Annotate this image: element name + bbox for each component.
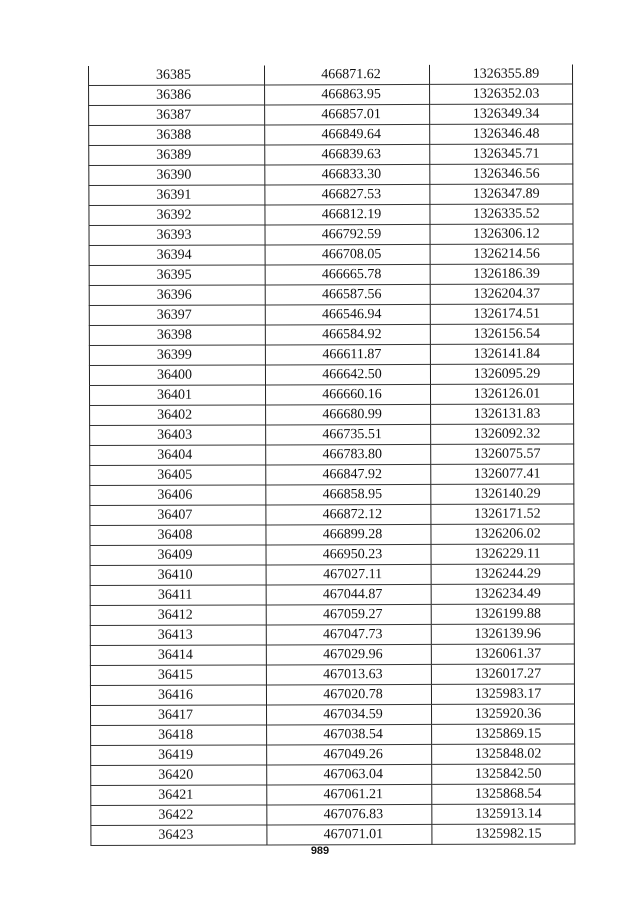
point-id-cell: 36404: [90, 445, 266, 466]
coordinate-table-container: [88, 64, 574, 846]
table-row: [89, 244, 573, 266]
point-id-cell: 36403: [90, 425, 266, 446]
x-coordinate-cell: 466708.05: [265, 244, 430, 265]
table-row: [91, 744, 575, 766]
coordinate-table-body: [89, 64, 575, 845]
y-coordinate-cell: 1326234.49: [431, 584, 574, 604]
table-row: [89, 64, 573, 85]
x-coordinate-cell: 467020.78: [266, 684, 431, 705]
x-coordinate-cell: 466871.62: [264, 65, 429, 85]
page-number: 989: [310, 845, 330, 857]
point-id-cell: 36391: [89, 185, 265, 206]
x-coordinate-cell: 466833.30: [265, 164, 430, 185]
point-id-cell: 36423: [91, 825, 267, 846]
y-coordinate-cell: 1325842.50: [432, 764, 575, 784]
y-coordinate-cell: 1326355.89: [429, 64, 572, 84]
x-coordinate-cell: 466849.64: [265, 124, 430, 145]
table-row: [90, 444, 574, 466]
table-row: [91, 724, 575, 746]
y-coordinate-cell: 1326352.03: [430, 84, 573, 104]
point-id-cell: 36400: [89, 365, 265, 386]
y-coordinate-cell: 1326346.48: [430, 124, 573, 144]
table-row: [91, 704, 575, 726]
x-coordinate-cell: 467034.59: [267, 704, 432, 725]
x-coordinate-cell: 467038.54: [267, 724, 432, 745]
y-coordinate-cell: 1325920.36: [432, 704, 575, 724]
y-coordinate-cell: 1326141.84: [430, 344, 573, 364]
table-row: [90, 624, 574, 646]
table-row: [89, 344, 573, 366]
point-id-cell: 36406: [90, 485, 266, 506]
table-row: [90, 484, 574, 506]
x-coordinate-cell: 466792.59: [265, 224, 430, 245]
y-coordinate-cell: 1325869.15: [432, 724, 575, 744]
point-id-cell: 36418: [91, 725, 267, 746]
table-row: [90, 584, 574, 606]
y-coordinate-cell: 1325913.14: [432, 804, 575, 824]
table-row: [90, 644, 574, 666]
point-id-cell: 36393: [89, 225, 265, 246]
y-coordinate-cell: 1326075.57: [431, 444, 574, 464]
table-row: [89, 304, 573, 326]
y-coordinate-cell: 1325868.54: [432, 784, 575, 804]
table-row: [89, 224, 573, 246]
point-id-cell: 36421: [91, 785, 267, 806]
y-coordinate-cell: 1326199.88: [431, 604, 574, 624]
point-id-cell: 36390: [89, 165, 265, 186]
table-row: [90, 544, 574, 566]
y-coordinate-cell: 1325983.17: [431, 684, 574, 704]
table-row: [89, 104, 573, 126]
y-coordinate-cell: 1326171.52: [431, 504, 574, 524]
y-coordinate-cell: 1326174.51: [430, 304, 573, 324]
point-id-cell: 36417: [91, 705, 267, 726]
point-id-cell: 36392: [89, 205, 265, 226]
point-id-cell: 36412: [90, 605, 266, 626]
table-row: [89, 164, 573, 186]
point-id-cell: 36401: [90, 385, 266, 406]
y-coordinate-cell: 1326204.37: [430, 284, 573, 304]
x-coordinate-cell: 466827.53: [265, 184, 430, 205]
table-row: [91, 784, 575, 806]
x-coordinate-cell: 466839.63: [265, 144, 430, 165]
x-coordinate-cell: 467049.26: [267, 744, 432, 765]
point-id-cell: 36422: [91, 805, 267, 826]
table-row: [90, 604, 574, 626]
point-id-cell: 36394: [89, 245, 265, 266]
y-coordinate-cell: 1326244.29: [431, 564, 574, 584]
x-coordinate-cell: 466642.50: [265, 364, 430, 385]
x-coordinate-cell: 467059.27: [266, 604, 431, 625]
x-coordinate-cell: 466863.95: [265, 84, 430, 105]
table-row: [90, 524, 574, 546]
y-coordinate-cell: 1326139.96: [431, 624, 574, 644]
point-id-cell: 36409: [90, 545, 266, 566]
x-coordinate-cell: 466546.94: [265, 304, 430, 325]
point-id-cell: 36388: [89, 125, 265, 146]
point-id-cell: 36389: [89, 145, 265, 166]
point-id-cell: 36398: [89, 325, 265, 346]
table-row: [90, 424, 574, 446]
table-row: [90, 384, 574, 406]
y-coordinate-cell: 1326346.56: [430, 164, 573, 184]
y-coordinate-cell: 1326206.02: [431, 524, 574, 544]
y-coordinate-cell: 1326017.27: [431, 664, 574, 684]
table-row: [90, 504, 574, 526]
coordinate-table: [88, 64, 575, 846]
x-coordinate-cell: 467076.83: [267, 804, 432, 825]
x-coordinate-cell: 466680.99: [266, 404, 431, 425]
x-coordinate-cell: 467047.73: [266, 624, 431, 645]
point-id-cell: 36410: [90, 565, 266, 586]
point-id-cell: 36387: [89, 105, 265, 126]
x-coordinate-cell: 466899.28: [266, 524, 431, 545]
y-coordinate-cell: 1326092.32: [431, 424, 574, 444]
x-coordinate-cell: 466858.95: [266, 484, 431, 505]
table-row: [90, 564, 574, 586]
table-row: [90, 684, 574, 706]
y-coordinate-cell: 1326349.34: [430, 104, 573, 124]
y-coordinate-cell: 1326214.56: [430, 244, 573, 264]
y-coordinate-cell: 1326095.29: [430, 364, 573, 384]
y-coordinate-cell: 1326345.71: [430, 144, 573, 164]
y-coordinate-cell: 1326156.54: [430, 324, 573, 344]
point-id-cell: 36399: [89, 345, 265, 366]
table-row: [91, 804, 575, 826]
y-coordinate-cell: 1326061.37: [431, 644, 574, 664]
point-id-cell: 36414: [90, 645, 266, 666]
point-id-cell: 36395: [89, 265, 265, 286]
table-row: [89, 124, 573, 146]
table-row: [89, 184, 573, 206]
y-coordinate-cell: 1325848.02: [432, 744, 575, 764]
point-id-cell: 36416: [90, 685, 266, 706]
x-coordinate-cell: 466735.51: [266, 424, 431, 445]
point-id-cell: 36407: [90, 505, 266, 526]
table-row: [91, 764, 575, 786]
point-id-cell: 36420: [91, 765, 267, 786]
y-coordinate-cell: 1326077.41: [431, 464, 574, 484]
x-coordinate-cell: 466847.92: [266, 464, 431, 485]
x-coordinate-cell: 467061.21: [267, 784, 432, 805]
x-coordinate-cell: 467044.87: [266, 584, 431, 605]
y-coordinate-cell: 1326306.12: [430, 224, 573, 244]
table-row: [89, 364, 573, 386]
point-id-cell: 36386: [89, 85, 265, 106]
x-coordinate-cell: 466812.19: [265, 204, 430, 225]
table-row: [90, 464, 574, 486]
table-row: [89, 84, 573, 106]
table-row: [91, 824, 575, 846]
point-id-cell: 36413: [90, 625, 266, 646]
y-coordinate-cell: 1326347.89: [430, 184, 573, 204]
x-coordinate-cell: 466611.87: [265, 344, 430, 365]
point-id-cell: 36415: [90, 665, 266, 686]
x-coordinate-cell: 466857.01: [265, 104, 430, 125]
x-coordinate-cell: 466584.92: [265, 324, 430, 345]
x-coordinate-cell: 466783.80: [266, 444, 431, 465]
table-row: [90, 664, 574, 686]
point-id-cell: 36405: [90, 465, 266, 486]
x-coordinate-cell: 466587.56: [265, 284, 430, 305]
x-coordinate-cell: 467029.96: [266, 644, 431, 665]
x-coordinate-cell: 467027.11: [266, 564, 431, 585]
table-row: [90, 404, 574, 426]
y-coordinate-cell: 1325982.15: [432, 824, 575, 844]
table-row: [89, 284, 573, 306]
x-coordinate-cell: 467071.01: [267, 824, 432, 845]
x-coordinate-cell: 466872.12: [266, 504, 431, 525]
y-coordinate-cell: 1326126.01: [431, 384, 574, 404]
point-id-cell: 36396: [89, 285, 265, 306]
point-id-cell: 36397: [89, 305, 265, 326]
point-id-cell: 36419: [91, 745, 267, 766]
table-row: [89, 144, 573, 166]
x-coordinate-cell: 467063.04: [267, 764, 432, 785]
table-row: [89, 204, 573, 226]
point-id-cell: 36411: [90, 585, 266, 606]
y-coordinate-cell: 1326140.29: [431, 484, 574, 504]
x-coordinate-cell: 467013.63: [266, 664, 431, 685]
y-coordinate-cell: 1326229.11: [431, 544, 574, 564]
x-coordinate-cell: 466665.78: [265, 264, 430, 285]
point-id-cell: 36385: [89, 65, 265, 85]
y-coordinate-cell: 1326335.52: [430, 204, 573, 224]
table-row: [89, 264, 573, 286]
table-row: [89, 324, 573, 346]
y-coordinate-cell: 1326131.83: [431, 404, 574, 424]
x-coordinate-cell: 466950.23: [266, 544, 431, 565]
y-coordinate-cell: 1326186.39: [430, 264, 573, 284]
x-coordinate-cell: 466660.16: [266, 384, 431, 405]
point-id-cell: 36408: [90, 525, 266, 546]
point-id-cell: 36402: [90, 405, 266, 426]
